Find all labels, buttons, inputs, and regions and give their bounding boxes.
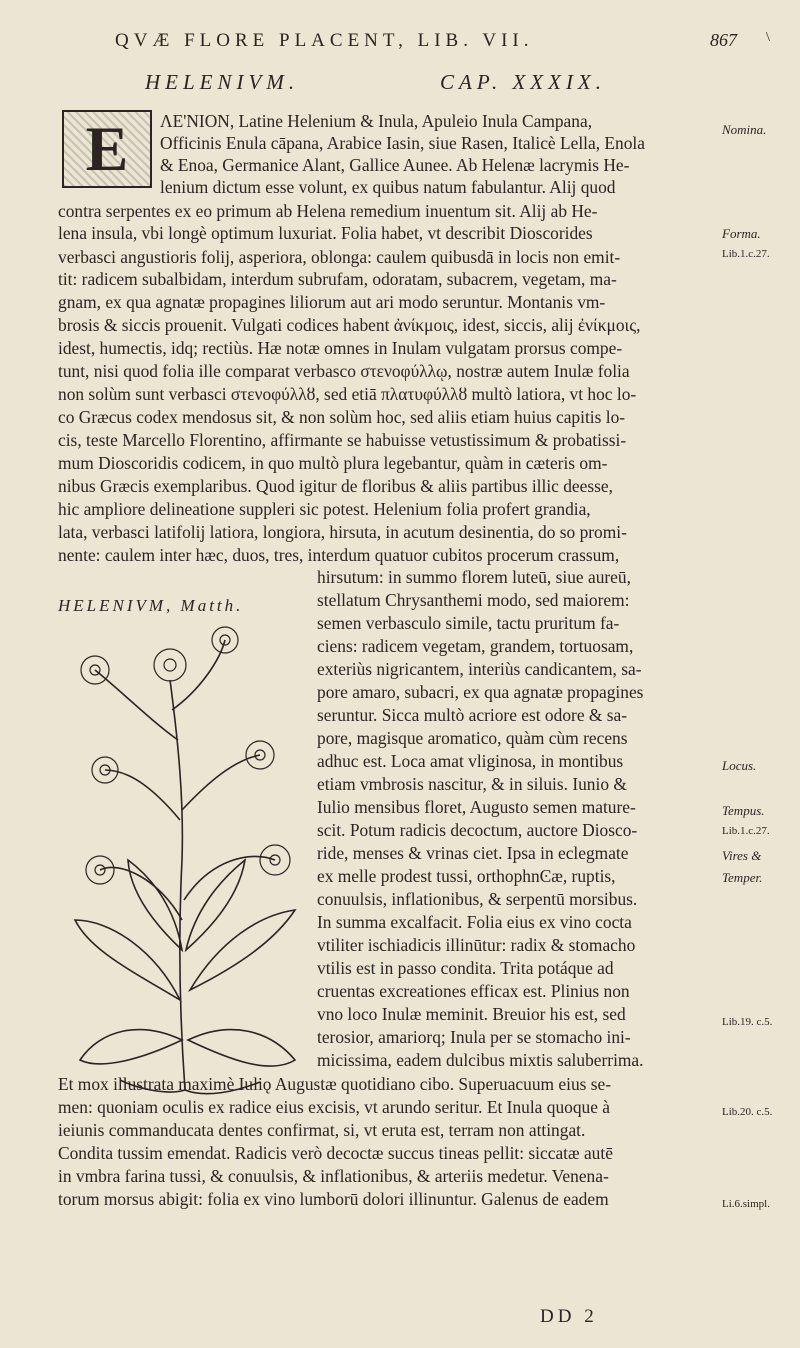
margin-note: Lib.1.c.27. <box>722 825 770 837</box>
text-line: pore, magisque aromatico, quàm cùm recens <box>317 728 628 748</box>
text-line: vtilis est in passo condita. Trita potáque ad <box>317 958 614 978</box>
text-line: & Enoa, Germanice Alant, Gallice Aunee. Ab Helenæ lacrymis He- <box>160 155 630 175</box>
text-line: hic ampliore delineatione suppleri sic potest. Helenium folia profert grandia, <box>58 499 591 519</box>
text-line: mum Dioscoridis codicem, in quo multò plura legebantur, quàm in cæteris om- <box>58 453 608 473</box>
text-line: terosior, amariorq; Inula per se stomacho ini- <box>317 1027 631 1047</box>
text-line: gnam, ex qua agnatæ propagines liliorum aut ari modo seruntur. Montanis vm- <box>58 292 606 312</box>
decorated-initial <box>62 110 152 188</box>
text-line: torum morsus abigit: folia ex vino lumborū dolori illinuntur. Galenus de eadem <box>58 1189 609 1209</box>
figure-caption: HELENIVM, Matth. <box>58 596 244 615</box>
margin-note: Lib.20. c.5. <box>722 1106 773 1118</box>
signature-mark: DD 2 <box>540 1306 598 1327</box>
text-line: exteriùs nigricantem, interiùs candicantem, sa- <box>317 659 642 679</box>
corner-mark: \ <box>766 30 770 45</box>
text-line: cis, teste Marcello Florentino, affirmante se habuisse vetustissimum & probatissi- <box>58 430 627 450</box>
text-line: Et mox illustrata maximè Iuliǫ Augustæ quotidiano cibo. Superuacuum eius se- <box>58 1074 612 1094</box>
text-line: micissima, eadem dulcibus mixtis saluberrima. <box>317 1050 644 1070</box>
text-line: etiam vmbrosis nascitur, & in siluis. Iunio & <box>317 774 627 794</box>
text-line: brosis & siccis prouenit. Vulgati codices habent ἀνίκμοις, idest, siccis, alij ἐνίκμοις, <box>58 315 641 335</box>
text-line: nente: caulem inter hæc, duos, tres, interdum quatuor cubitos procerum crassum, <box>58 545 620 565</box>
text-line: ride, menses & vrinas ciet. Ipsa in eclegmate <box>317 843 629 863</box>
text-line: stellatum Chrysanthemi modo, sed maiorem: <box>317 590 630 610</box>
margin-note: Lib.19. c.5. <box>722 1016 773 1028</box>
text-line: idest, humectis, idq; rectiùs. Hæ notæ omnes in Inulam vulgatam prorsus compe- <box>58 338 623 358</box>
text-line: scit. Potum radicis decoctum, auctore Diosco- <box>317 820 638 840</box>
text-line: non solùm sunt verbasci στενοφύλλȣ, sed etiā πλατυφύλλȣ multò latiora, vt hoc lo- <box>58 384 637 404</box>
text-line: vno loco Inulæ meminit. Breuior his est, sed <box>317 1004 626 1024</box>
margin-note: Locus. <box>722 758 757 773</box>
chapter-title: HELENIVM. <box>145 70 300 94</box>
margin-note: Li.6.simpl. <box>722 1198 770 1210</box>
chapter-number: CAP. XXXIX. <box>440 70 607 94</box>
text-line: pore amaro, subacri, ex qua agnatæ propagines <box>317 682 644 702</box>
margin-note: Vires & <box>722 848 762 863</box>
text-line: hirsutum: in summo florem luteū, siue aureū, <box>317 567 631 587</box>
running-head: QVÆ FLORE PLACENT, LIB. VII. <box>115 30 534 51</box>
text-line: lena insula, vbi longè optimum luxuriat. Folia habet, vt describit Dioscorides <box>58 223 593 243</box>
text-line: conuulsis, inflationibus, & serpentū morsibus. <box>317 889 638 909</box>
text-line: lenium dictum esse volunt, ex quibus natum fabulantur. Alij quod <box>160 177 616 197</box>
text-line: co Græcus codex mendosus sit, & non solùm hoc, sed aliis etiam huius capitis lo- <box>58 407 626 427</box>
text-line: lata, verbasci latifolij latiora, longiora, hirsuta, in acutum desinentia, do so promi- <box>58 522 627 542</box>
text-line: vtiliter ischiadicis illinūtur: radix & stomacho <box>317 935 636 955</box>
page-number: 867 <box>710 30 737 50</box>
initial-letter: E <box>85 113 129 184</box>
margin-note: Tempus. <box>722 803 765 818</box>
text-line: ieiunis commanducata dentes confirmat, si, vt eruta est, terram non attingat. <box>58 1120 586 1140</box>
helenium-plant-woodcut <box>60 620 310 1100</box>
text-line: ex melle prodest tussi, orthophnϾæ, ruptis, <box>317 866 616 886</box>
text-line: ΛΕ'ΝΙΟΝ, Latine Helenium & Inula, Apuleio Inula Campana, <box>160 111 593 131</box>
margin-note: Temper. <box>722 870 763 885</box>
text-line: ciens: radicem vegetam, grandem, tortuosam, <box>317 636 634 656</box>
text-line: nibus Græcis exemplaribus. Quod igitur de floribus & aliis partibus illic deesse, <box>58 476 613 496</box>
text-line: cruentas excreationes efficax est. Plinius non <box>317 981 630 1001</box>
text-line: in vmbra farina tussi, & conuulsis, & inflationibus, & arteriis medetur. Venena- <box>58 1166 609 1186</box>
text-line: tit: radicem subalbidam, interdum subrufam, odoratam, subacrem, vegetam, ma- <box>58 269 617 289</box>
margin-note: Forma. <box>722 226 761 241</box>
text-line: tunt, nisi quod folia ille comparat verbasco στενοφύλλῳ, nostræ autem Inulæ folia <box>58 361 630 381</box>
text-line: adhuc est. Loca amat vliginosa, in montibus <box>317 751 624 771</box>
text-line: Officinis Enula cāpana, Arabice Iasin, siue Rasen, Italicè Lella, Enola <box>160 133 645 153</box>
text-line: contra serpentes ex eo primum ab Helena remedium inuentum sit. Alij ab He- <box>58 201 598 221</box>
text-line: In summa excalfacit. Folia eius ex vino cocta <box>317 912 632 932</box>
text-line: Condita tussim emendat. Radicis verò decoctæ succus tineas pellit: siccatæ autē <box>58 1143 613 1163</box>
margin-note: Lib.1.c.27. <box>722 248 770 260</box>
text-line: seruntur. Sicca multò acriore est odore & sa- <box>317 705 628 725</box>
text-line: men: quoniam oculis ex radice eius excisis, vt arundo seritur. Et Inula quoque à <box>58 1097 611 1117</box>
margin-note: Nomina. <box>722 122 767 137</box>
text-line: verbasci angustioris folij, asperiora, oblonga: caulem quibusdā in locis non emit- <box>58 247 621 267</box>
text-line: semen verbasculo simile, tactu pruritum fa- <box>317 613 620 633</box>
text-line: Iulio mensibus floret, Augusto semen mature- <box>317 797 636 817</box>
